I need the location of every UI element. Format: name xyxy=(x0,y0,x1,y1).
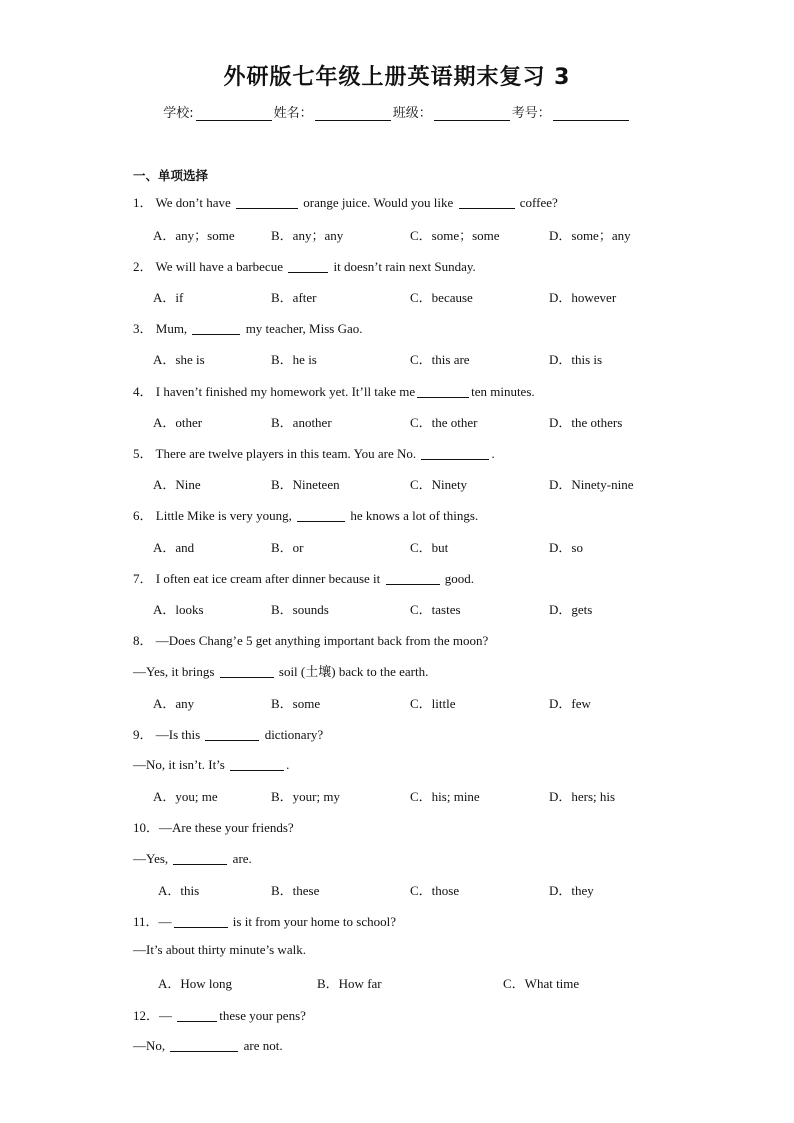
question-text: are not. xyxy=(243,1038,283,1053)
question-text: —It’s about thirty minute’s walk. xyxy=(133,942,306,957)
option-d[interactable]: D．the others xyxy=(549,415,623,430)
option-a[interactable]: A．this xyxy=(158,883,200,898)
option-c[interactable]: C．tastes xyxy=(410,602,461,617)
question-text: Mum, xyxy=(155,321,188,336)
option-a[interactable]: A．if xyxy=(153,290,184,305)
answer-blank[interactable] xyxy=(421,446,489,460)
option-d[interactable]: D．however xyxy=(549,290,617,305)
answer-blank[interactable] xyxy=(459,195,515,209)
option-b[interactable]: B．another xyxy=(271,415,332,430)
option-d[interactable]: D．Ninety-nine xyxy=(549,477,634,492)
option-d[interactable]: D．so xyxy=(549,540,583,555)
option-a[interactable]: A．How long xyxy=(158,976,233,991)
answer-blank[interactable] xyxy=(297,508,345,522)
option-b[interactable]: B．your; my xyxy=(271,789,340,804)
option-a[interactable]: A．you; me xyxy=(153,789,218,804)
option-d[interactable]: D．some；any xyxy=(549,228,631,243)
student-info-line xyxy=(0,102,794,121)
question-text: good. xyxy=(444,571,474,586)
question-3 xyxy=(133,318,363,337)
answer-blank[interactable] xyxy=(174,914,228,928)
question-10 xyxy=(133,817,294,836)
question-12-reply xyxy=(133,1036,283,1054)
class-blank[interactable] xyxy=(434,106,510,121)
question-9-reply xyxy=(133,755,289,773)
question-text: —No, it isn’t. It’s xyxy=(133,757,225,772)
answer-blank[interactable] xyxy=(205,727,259,741)
option-c[interactable]: C．because xyxy=(410,290,473,305)
name-blank[interactable] xyxy=(315,106,391,121)
question-11 xyxy=(133,911,396,930)
option-b[interactable]: B．How far xyxy=(317,976,382,991)
class-label: 班级： xyxy=(392,106,432,121)
answer-blank[interactable] xyxy=(192,321,240,335)
question-text: . xyxy=(491,446,495,461)
question-8-reply xyxy=(133,661,428,680)
question-text: soil (土壤) back to the earth. xyxy=(278,664,429,679)
option-c[interactable]: C．but xyxy=(410,540,449,555)
option-b[interactable]: B．he is xyxy=(271,352,317,367)
question-text: We will have a barbecue xyxy=(155,259,283,274)
option-a[interactable]: A．other xyxy=(153,415,203,430)
option-a[interactable]: A．she is xyxy=(153,352,205,367)
question-text: my teacher, Miss Gao. xyxy=(245,321,363,336)
option-a[interactable]: A．any xyxy=(153,696,195,711)
answer-blank[interactable] xyxy=(386,571,440,585)
answer-blank[interactable] xyxy=(417,384,469,398)
option-b[interactable]: B．these xyxy=(271,883,320,898)
option-d[interactable]: D．hers; his xyxy=(549,789,616,804)
question-text: dictionary? xyxy=(264,727,324,742)
answer-blank[interactable] xyxy=(220,664,274,678)
school-label: 学校: xyxy=(163,106,194,121)
question-number: 5． xyxy=(133,446,153,461)
question-text: There are twelve players in this team. You are No. xyxy=(155,446,417,461)
option-c[interactable]: C．little xyxy=(410,696,456,711)
question-number: 2． xyxy=(133,259,153,274)
option-b[interactable]: B．or xyxy=(271,540,304,555)
option-d[interactable]: D．gets xyxy=(549,602,593,617)
answer-blank[interactable] xyxy=(177,1008,217,1022)
question-text: is it from your home to school? xyxy=(232,914,396,929)
option-c[interactable]: C．those xyxy=(410,883,460,898)
question-text: —Yes, xyxy=(133,851,169,866)
question-text: —Yes, it brings xyxy=(133,664,215,679)
page-title: 外研版七年级上册英语期末复习 3 xyxy=(223,65,571,90)
question-text: —Are these your friends? xyxy=(159,820,294,835)
question-text: —No, xyxy=(133,1038,166,1053)
question-number: 4． xyxy=(133,384,153,399)
question-number: 9． xyxy=(133,727,153,742)
answer-blank[interactable] xyxy=(173,851,227,865)
question-number: 8． xyxy=(133,633,153,648)
option-c[interactable]: C．his; mine xyxy=(410,789,480,804)
question-text: —Does Chang’e 5 get anything important back from the moon? xyxy=(155,633,489,648)
option-c[interactable]: C．this are xyxy=(410,352,470,367)
option-b[interactable]: B．some xyxy=(271,696,321,711)
option-b[interactable]: B．any；any xyxy=(271,228,344,243)
option-a[interactable]: A．Nine xyxy=(153,477,201,492)
option-b[interactable]: B．Nineteen xyxy=(271,477,340,492)
question-number: 7． xyxy=(133,571,153,586)
question-text: — xyxy=(158,914,172,929)
question-text: I often eat ice cream after dinner because it xyxy=(155,571,381,586)
option-b[interactable]: B．after xyxy=(271,290,317,305)
answer-blank[interactable] xyxy=(288,259,328,273)
option-d[interactable]: D．this is xyxy=(549,352,603,367)
exam-no-label: 考号： xyxy=(511,106,551,121)
option-c[interactable]: C．some；some xyxy=(410,228,500,243)
option-a[interactable]: A．any；some xyxy=(153,228,235,243)
school-blank[interactable] xyxy=(196,106,272,121)
section-title: 一、单项选择 xyxy=(133,168,209,183)
question-2 xyxy=(133,256,476,275)
question-text: ten minutes. xyxy=(471,384,535,399)
question-8 xyxy=(133,630,488,649)
question-12 xyxy=(133,1005,306,1024)
question-text: . xyxy=(286,757,290,772)
question-text: these your pens? xyxy=(219,1008,306,1023)
option-a[interactable]: A．looks xyxy=(153,602,204,617)
question-number: 1． xyxy=(133,195,153,210)
question-text: — xyxy=(159,1008,173,1023)
option-c[interactable]: C．What time xyxy=(503,976,580,991)
question-11-reply xyxy=(133,942,306,958)
question-number: 10． xyxy=(133,820,160,835)
question-number: 3． xyxy=(133,321,153,336)
question-text: he knows a lot of things. xyxy=(350,508,479,523)
question-number: 6． xyxy=(133,508,153,523)
question-text: Little Mike is very young, xyxy=(155,508,292,523)
question-number: 11． xyxy=(133,914,159,929)
question-10-reply xyxy=(133,849,252,867)
question-5 xyxy=(133,443,495,462)
question-text: it doesn’t rain next Sunday. xyxy=(333,259,476,274)
question-text: coffee? xyxy=(519,195,558,210)
option-d[interactable]: D．few xyxy=(549,696,591,711)
question-9 xyxy=(133,724,323,743)
option-b[interactable]: B．sounds xyxy=(271,602,329,617)
answer-blank[interactable] xyxy=(230,757,284,771)
question-4 xyxy=(133,381,535,400)
question-6 xyxy=(133,505,478,524)
question-text: I haven’t finished my homework yet. It’ll take me xyxy=(155,384,416,399)
answer-blank[interactable] xyxy=(236,195,298,209)
exam-no-blank[interactable] xyxy=(553,106,629,121)
name-label: 姓名： xyxy=(273,106,313,121)
question-1 xyxy=(133,192,558,211)
question-text: We don’t have xyxy=(155,195,231,210)
question-7 xyxy=(133,568,474,587)
question-text: orange juice. Would you like xyxy=(303,195,454,210)
option-c[interactable]: C．the other xyxy=(410,415,478,430)
option-a[interactable]: A．and xyxy=(153,540,195,555)
option-c[interactable]: C．Ninety xyxy=(410,477,468,492)
question-text: are. xyxy=(232,851,252,866)
question-number: 12． xyxy=(133,1008,160,1023)
answer-blank[interactable] xyxy=(170,1038,238,1052)
option-d[interactable]: D．they xyxy=(549,883,594,898)
question-text: —Is this xyxy=(155,727,201,742)
